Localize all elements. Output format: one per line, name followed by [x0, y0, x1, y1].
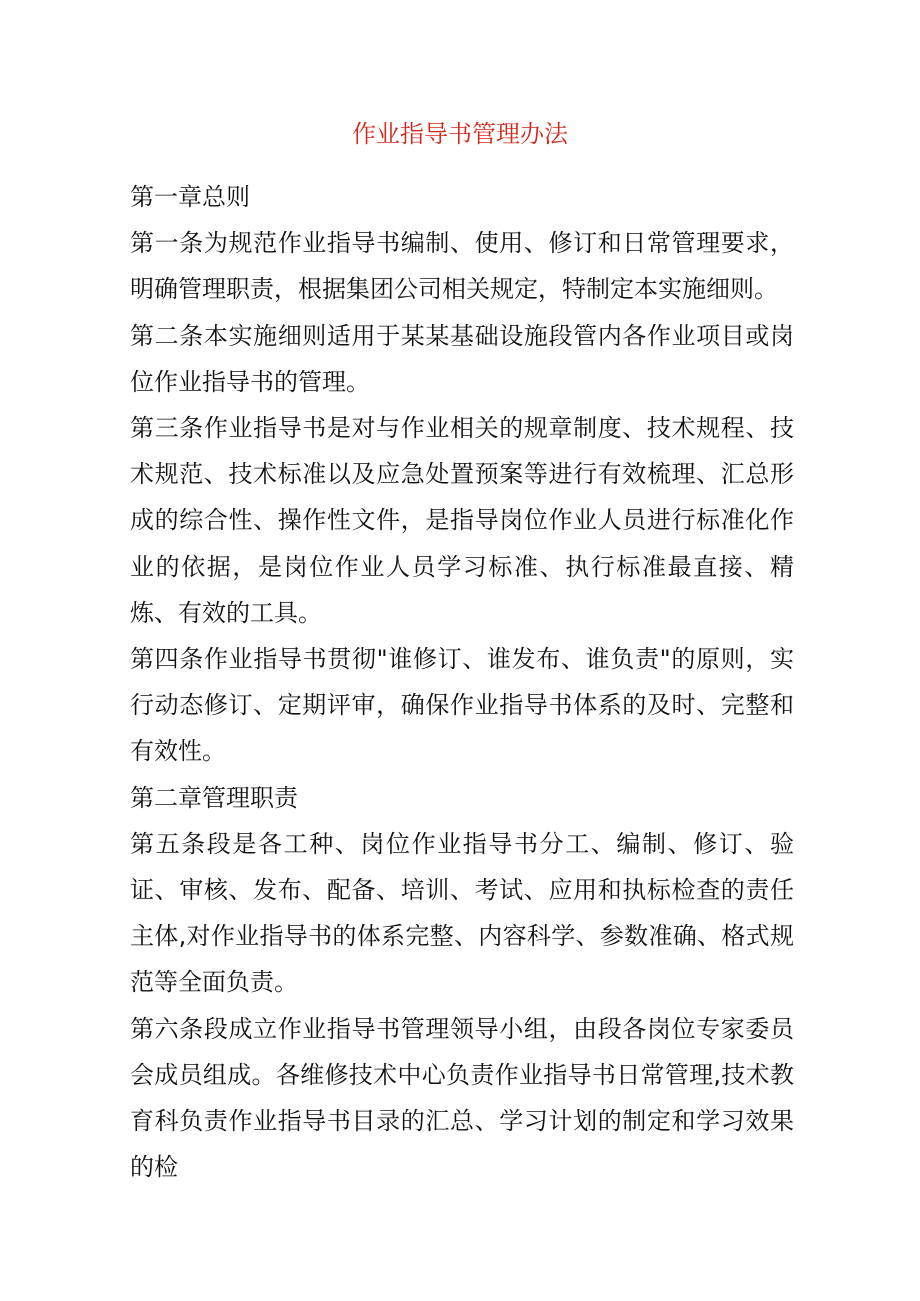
article-3: 第三条作业指导书是对与作业相关的规章制度、技术规程、技术规范、技术标准以及应急处置预案等进行有效梳理、汇总形成的综合性、操作性文件，是指导岗位作业人员进行标准化作业的依据，是岗位作业人员学习标准、执行标准最直接、精炼、有效的工具。 [130, 414, 794, 627]
article-4: 第四条作业指导书贯彻"谁修订、谁发布、谁负责"的原则，实行动态修订、定期评审，确保作业指导书体系的及时、完整和有效性。 [130, 645, 794, 766]
chapter-heading-1: 第一章总则 [130, 183, 250, 211]
chapter-heading-2: 第二章管理职责 [130, 783, 298, 812]
document-title: 作业指导书管理办法 [352, 120, 568, 148]
article-2: 第二条本实施细则适用于某某基础设施段管内各作业项目或岗位作业指导书的管理。 [130, 321, 794, 396]
article-6: 第六条段成立作业指导书管理领导小组，由段各岗位专家委员会成员组成。各维修技术中心负责作业指导书日常管理,技术教育科负责作业指导书目录的汇总、学习计划的制定和学习效果的检 [130, 1014, 794, 1182]
article-5: 第五条段是各工种、岗位作业指导书分工、编制、修订、验证、审核、发布、配备、培训、考试、应用和执标检查的责任主体,对作业指导书的体系完整、内容科学、参数准确、格式规范等全面负责。 [130, 829, 794, 997]
document-body [130, 174, 794, 1190]
article-1: 第一条为规范作业指导书编制、使用、修订和日常管理要求，明确管理职责，根据集团公司相关规定，特制定本实施细则。 [130, 229, 794, 304]
